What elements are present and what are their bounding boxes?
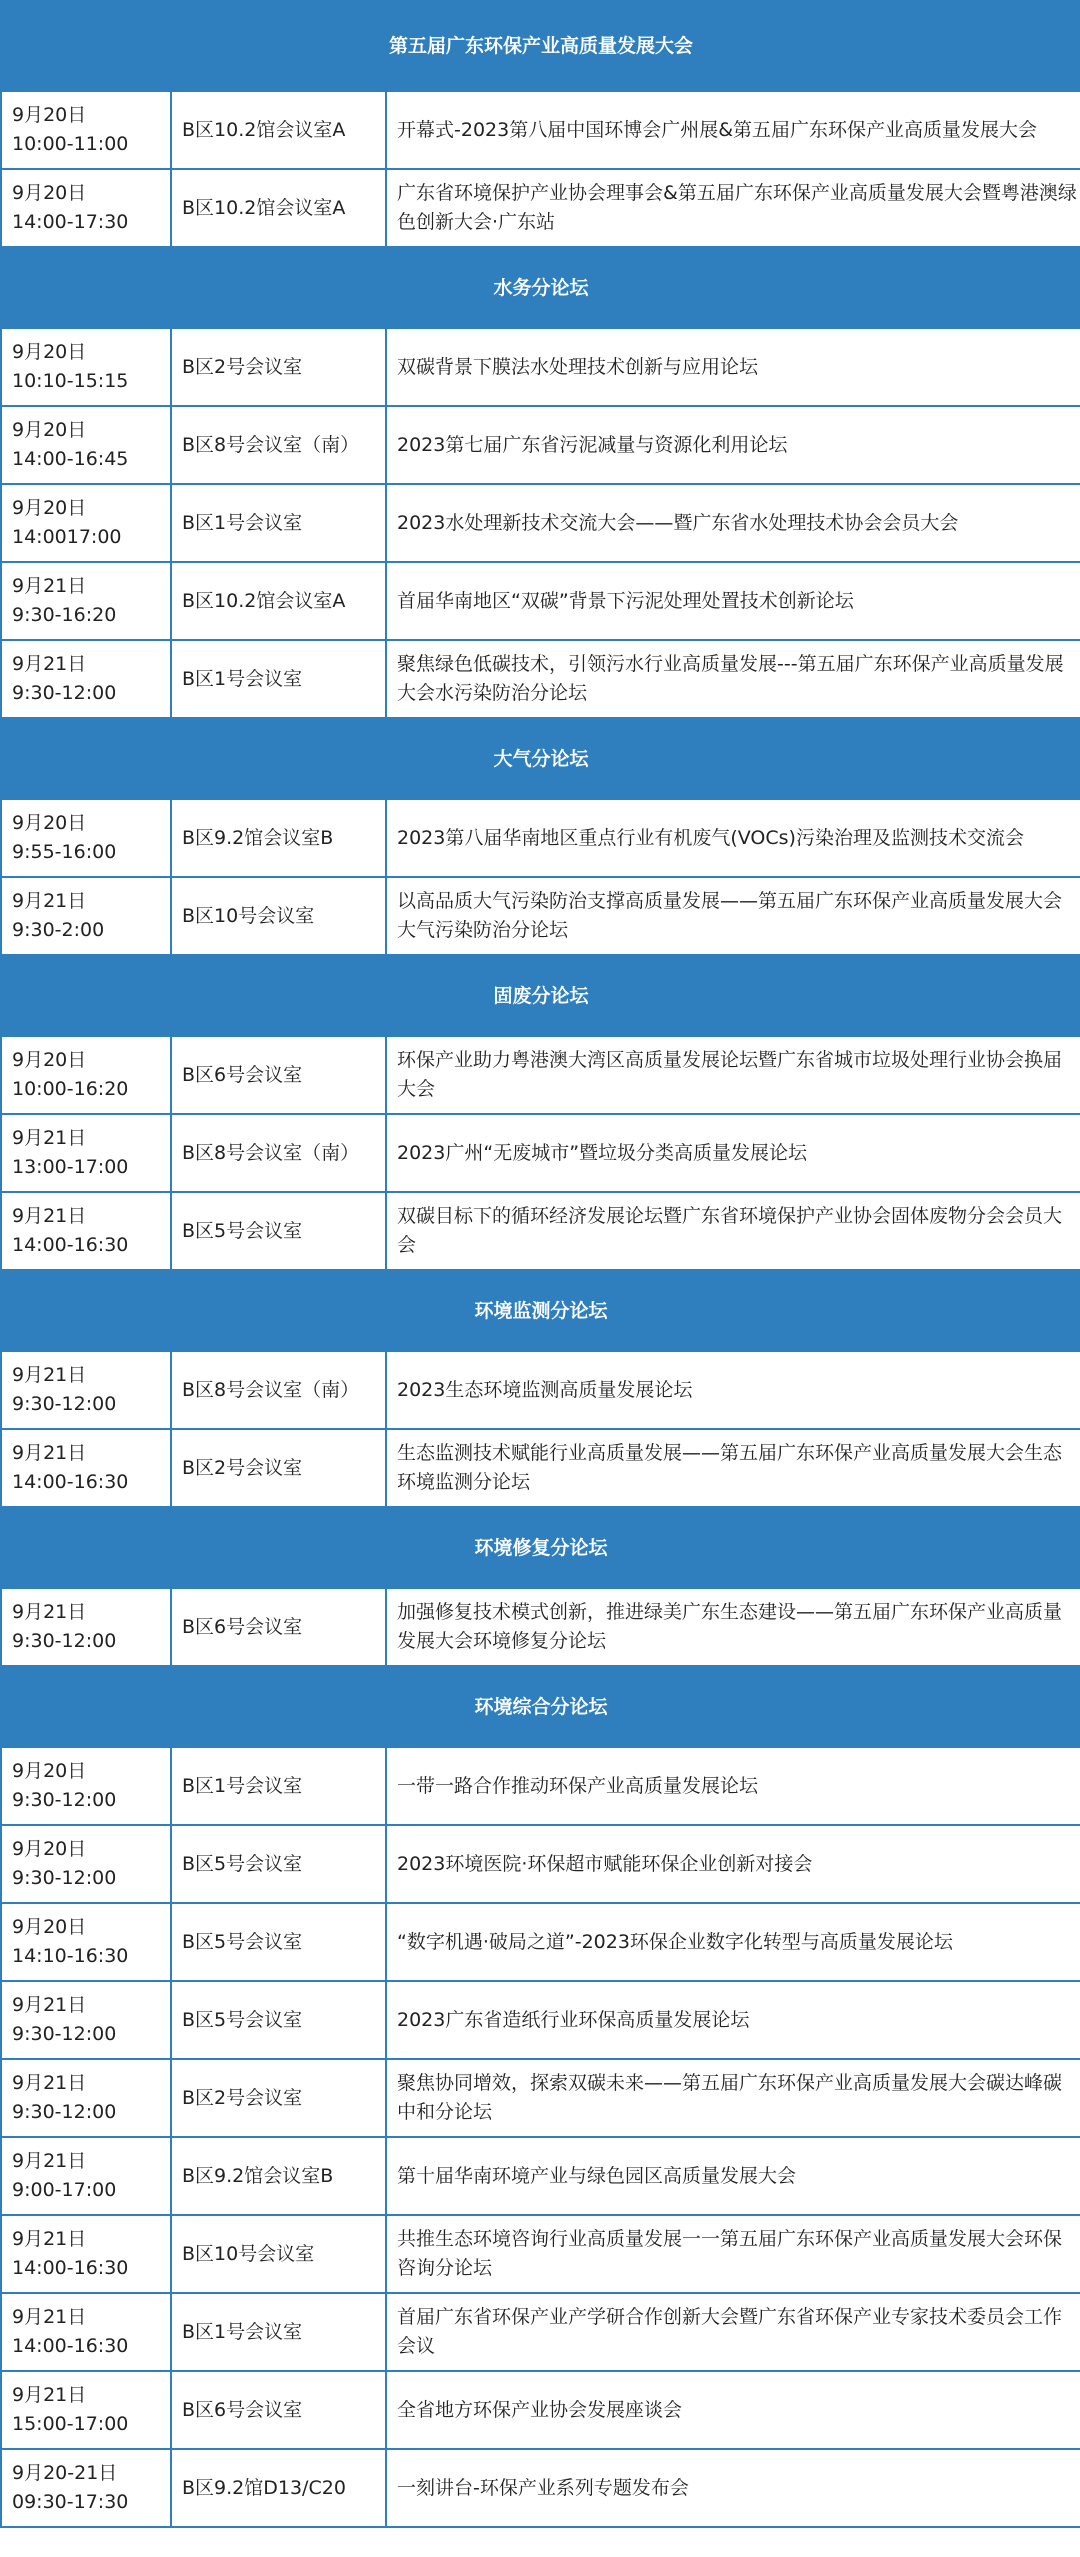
section-header-row xyxy=(1,718,1080,799)
session-venue: B区5号会议室 xyxy=(171,1903,386,1981)
session-venue: B区8号会议室（南） xyxy=(171,406,386,484)
session-time: 14:00-16:30 xyxy=(12,2257,129,2279)
session-venue: B区1号会议室 xyxy=(171,1747,386,1825)
session-date: 9月21日 xyxy=(12,2228,87,2250)
session-venue: B区2号会议室 xyxy=(171,1429,386,1507)
session-row xyxy=(1,2449,1080,2527)
session-date: 9月20日 xyxy=(12,104,87,126)
session-date: 9月21日 xyxy=(12,2150,87,2172)
session-row xyxy=(1,1825,1080,1903)
session-row xyxy=(1,2371,1080,2449)
session-title: 第十届华南环境产业与绿色园区高质量发展大会 xyxy=(386,2137,1080,2215)
session-venue: B区2号会议室 xyxy=(171,328,386,406)
session-date: 9月21日 xyxy=(12,1364,87,1386)
session-venue: B区2号会议室 xyxy=(171,2059,386,2137)
session-time-cell xyxy=(1,2293,171,2371)
session-time-cell xyxy=(1,2371,171,2449)
session-time-cell xyxy=(1,328,171,406)
session-date: 9月21日 xyxy=(12,1442,87,1464)
section-header xyxy=(1,955,1080,1036)
session-title: 以高品质大气污染防治支撑高质量发展——第五届广东环保产业高质量发展大会大气污染防治分论坛 xyxy=(386,877,1080,955)
session-row xyxy=(1,1192,1080,1270)
session-time: 10:00-16:20 xyxy=(12,1078,129,1100)
session-time-cell xyxy=(1,1036,171,1114)
session-time: 14:10-16:30 xyxy=(12,1945,129,1967)
session-row xyxy=(1,640,1080,718)
session-title: 2023第八届华南地区重点行业有机废气(VOCs)污染治理及监测技术交流会 xyxy=(386,799,1080,877)
session-venue: B区10.2馆会议室A xyxy=(171,562,386,640)
session-venue: B区6号会议室 xyxy=(171,1036,386,1114)
session-time-cell xyxy=(1,2215,171,2293)
session-time: 9:30-12:00 xyxy=(12,2023,117,2045)
session-row xyxy=(1,1036,1080,1114)
session-date: 9月20日 xyxy=(12,1049,87,1071)
session-time-cell xyxy=(1,484,171,562)
session-title: 2023环境医院·环保超市赋能环保企业创新对接会 xyxy=(386,1825,1080,1903)
session-time: 10:00-11:00 xyxy=(12,133,129,155)
session-time: 14:00-16:30 xyxy=(12,1471,129,1493)
session-venue: B区9.2馆D13/C20 xyxy=(171,2449,386,2527)
session-time: 14:00-17:30 xyxy=(12,211,129,233)
session-title: 2023广州“无废城市”暨垃圾分类高质量发展论坛 xyxy=(386,1114,1080,1192)
session-time: 14:0017:00 xyxy=(12,526,122,548)
session-row xyxy=(1,2137,1080,2215)
session-venue: B区6号会议室 xyxy=(171,2371,386,2449)
section-header xyxy=(1,1270,1080,1351)
session-title: 双碳目标下的循环经济发展论坛暨广东省环境保护产业协会固体废物分会会员大会 xyxy=(386,1192,1080,1270)
session-time: 14:00-16:30 xyxy=(12,2335,129,2357)
session-date: 9月21日 xyxy=(12,2072,87,2094)
session-title: 2023生态环境监测高质量发展论坛 xyxy=(386,1351,1080,1429)
session-venue: B区10号会议室 xyxy=(171,877,386,955)
section-header-row xyxy=(1,247,1080,328)
session-time-cell xyxy=(1,799,171,877)
session-time-cell xyxy=(1,1903,171,1981)
session-time: 9:30-12:00 xyxy=(12,1393,117,1415)
session-title: 2023第七届广东省污泥减量与资源化利用论坛 xyxy=(386,406,1080,484)
session-row xyxy=(1,2215,1080,2293)
session-venue: B区5号会议室 xyxy=(171,1192,386,1270)
session-venue: B区10.2馆会议室A xyxy=(171,169,386,247)
section-header xyxy=(1,1507,1080,1588)
session-date: 9月21日 xyxy=(12,2306,87,2328)
session-time: 13:00-17:00 xyxy=(12,1156,129,1178)
session-row xyxy=(1,169,1080,247)
session-date: 9月21日 xyxy=(12,890,87,912)
session-venue: B区5号会议室 xyxy=(171,1825,386,1903)
section-header-row xyxy=(1,955,1080,1036)
session-title: 首届华南地区“双碳”背景下污泥处理处置技术创新论坛 xyxy=(386,562,1080,640)
session-row xyxy=(1,2293,1080,2371)
session-time-cell xyxy=(1,1114,171,1192)
section-header xyxy=(1,718,1080,799)
session-date: 9月20-21日 xyxy=(12,2462,118,2484)
session-row xyxy=(1,562,1080,640)
session-venue: B区1号会议室 xyxy=(171,484,386,562)
session-date: 9月20日 xyxy=(12,419,87,441)
session-time: 9:30-12:00 xyxy=(12,1789,117,1811)
session-time-cell xyxy=(1,91,171,169)
section-header-row xyxy=(1,1,1080,91)
session-title: 2023广东省造纸行业环保高质量发展论坛 xyxy=(386,1981,1080,2059)
session-time-cell xyxy=(1,1825,171,1903)
session-time-cell xyxy=(1,169,171,247)
session-time: 14:00-16:30 xyxy=(12,1234,129,1256)
session-row xyxy=(1,1981,1080,2059)
session-time-cell xyxy=(1,877,171,955)
session-time-cell xyxy=(1,2059,171,2137)
session-time: 9:30-16:20 xyxy=(12,604,117,626)
session-date: 9月20日 xyxy=(12,812,87,834)
session-venue: B区10号会议室 xyxy=(171,2215,386,2293)
session-time: 09:30-17:30 xyxy=(12,2491,129,2513)
section-header xyxy=(1,1,1080,91)
section-title: 水务分论坛 xyxy=(493,276,589,299)
session-row xyxy=(1,2059,1080,2137)
session-title: 广东省环境保护产业协会理事会&第五届广东环保产业高质量发展大会暨粤港澳绿色创新大会·广东站 xyxy=(386,169,1080,247)
session-time-cell xyxy=(1,406,171,484)
section-title: 环境修复分论坛 xyxy=(474,1536,608,1559)
session-time-cell xyxy=(1,1747,171,1825)
session-date: 9月21日 xyxy=(12,1205,87,1227)
session-time: 9:30-12:00 xyxy=(12,2101,117,2123)
session-time: 9:30-12:00 xyxy=(12,1630,117,1652)
section-header xyxy=(1,247,1080,328)
session-title: 加强修复技术模式创新，推进绿美广东生态建设——第五届广东环保产业高质量发展大会环境修复分论坛 xyxy=(386,1588,1080,1666)
session-date: 9月20日 xyxy=(12,182,87,204)
session-date: 9月20日 xyxy=(12,497,87,519)
session-date: 9月21日 xyxy=(12,575,87,597)
session-venue: B区1号会议室 xyxy=(171,2293,386,2371)
session-date: 9月21日 xyxy=(12,1994,87,2016)
session-title: 一刻讲台-环保产业系列专题发布会 xyxy=(386,2449,1080,2527)
session-date: 9月21日 xyxy=(12,1127,87,1149)
session-date: 9月21日 xyxy=(12,1601,87,1623)
session-row xyxy=(1,91,1080,169)
session-venue: B区9.2馆会议室B xyxy=(171,799,386,877)
session-venue: B区8号会议室（南） xyxy=(171,1114,386,1192)
session-time: 9:30-12:00 xyxy=(12,1867,117,1889)
session-row xyxy=(1,799,1080,877)
session-date: 9月21日 xyxy=(12,2384,87,2406)
session-time: 15:00-17:00 xyxy=(12,2413,129,2435)
session-time: 10:10-15:15 xyxy=(12,370,129,392)
session-date: 9月20日 xyxy=(12,1916,87,1938)
session-row xyxy=(1,1429,1080,1507)
session-title: 生态监测技术赋能行业高质量发展——第五届广东环保产业高质量发展大会生态环境监测分论坛 xyxy=(386,1429,1080,1507)
session-row xyxy=(1,877,1080,955)
session-venue: B区9.2馆会议室B xyxy=(171,2137,386,2215)
session-row xyxy=(1,328,1080,406)
session-row xyxy=(1,1351,1080,1429)
session-time: 9:55-16:00 xyxy=(12,841,117,863)
session-date: 9月20日 xyxy=(12,1760,87,1782)
session-title: 首届广东省环保产业产学研合作创新大会暨广东省环保产业专家技术委员会工作会议 xyxy=(386,2293,1080,2371)
session-venue: B区8号会议室（南） xyxy=(171,1351,386,1429)
session-time-cell xyxy=(1,1192,171,1270)
session-date: 9月20日 xyxy=(12,341,87,363)
section-title: 环境综合分论坛 xyxy=(474,1695,608,1718)
session-time-cell xyxy=(1,1981,171,2059)
session-venue: B区6号会议室 xyxy=(171,1588,386,1666)
session-row xyxy=(1,484,1080,562)
section-header-row xyxy=(1,1666,1080,1747)
session-time: 9:30-2:00 xyxy=(12,919,105,941)
session-time: 9:00-17:00 xyxy=(12,2179,117,2201)
section-title: 固废分论坛 xyxy=(493,984,589,1007)
session-time-cell xyxy=(1,2449,171,2527)
session-venue: B区1号会议室 xyxy=(171,640,386,718)
session-title: 共推生态环境咨询行业高质量发展一一第五届广东环保产业高质量发展大会环保咨询分论坛 xyxy=(386,2215,1080,2293)
session-title: 2023水处理新技术交流大会——暨广东省水处理技术协会会员大会 xyxy=(386,484,1080,562)
session-time-cell xyxy=(1,640,171,718)
session-time: 14:00-16:45 xyxy=(12,448,129,470)
session-row xyxy=(1,1903,1080,1981)
session-title: 双碳背景下膜法水处理技术创新与应用论坛 xyxy=(386,328,1080,406)
session-row xyxy=(1,1114,1080,1192)
session-title: “数字机遇·破局之道”-2023环保企业数字化转型与高质量发展论坛 xyxy=(386,1903,1080,1981)
session-time-cell xyxy=(1,2137,171,2215)
section-title: 环境监测分论坛 xyxy=(474,1299,608,1322)
session-title: 聚焦绿色低碳技术，引领污水行业高质量发展---第五届广东环保产业高质量发展大会水污染防治分论坛 xyxy=(386,640,1080,718)
section-title: 第五届广东环保产业高质量发展大会 xyxy=(389,35,694,57)
section-header-row xyxy=(1,1507,1080,1588)
session-venue: B区10.2馆会议室A xyxy=(171,91,386,169)
session-title: 全省地方环保产业协会发展座谈会 xyxy=(386,2371,1080,2449)
session-title: 环保产业助力粤港澳大湾区高质量发展论坛暨广东省城市垃圾处理行业协会换届大会 xyxy=(386,1036,1080,1114)
section-header-row xyxy=(1,1270,1080,1351)
session-time-cell xyxy=(1,562,171,640)
session-row xyxy=(1,406,1080,484)
session-row xyxy=(1,1747,1080,1825)
session-date: 9月21日 xyxy=(12,653,87,675)
session-time-cell xyxy=(1,1588,171,1666)
session-time-cell xyxy=(1,1351,171,1429)
session-row xyxy=(1,1588,1080,1666)
session-title: 一带一路合作推动环保产业高质量发展论坛 xyxy=(386,1747,1080,1825)
session-time: 9:30-12:00 xyxy=(12,682,117,704)
session-venue: B区5号会议室 xyxy=(171,1981,386,2059)
session-title: 开幕式-2023第八届中国环博会广州展&第五届广东环保产业高质量发展大会 xyxy=(386,91,1080,169)
session-date: 9月20日 xyxy=(12,1838,87,1860)
session-title: 聚焦协同增效，探索双碳未来——第五届广东环保产业高质量发展大会碳达峰碳中和分论坛 xyxy=(386,2059,1080,2137)
section-title: 大气分论坛 xyxy=(493,747,589,770)
section-header xyxy=(1,1666,1080,1747)
session-time-cell xyxy=(1,1429,171,1507)
